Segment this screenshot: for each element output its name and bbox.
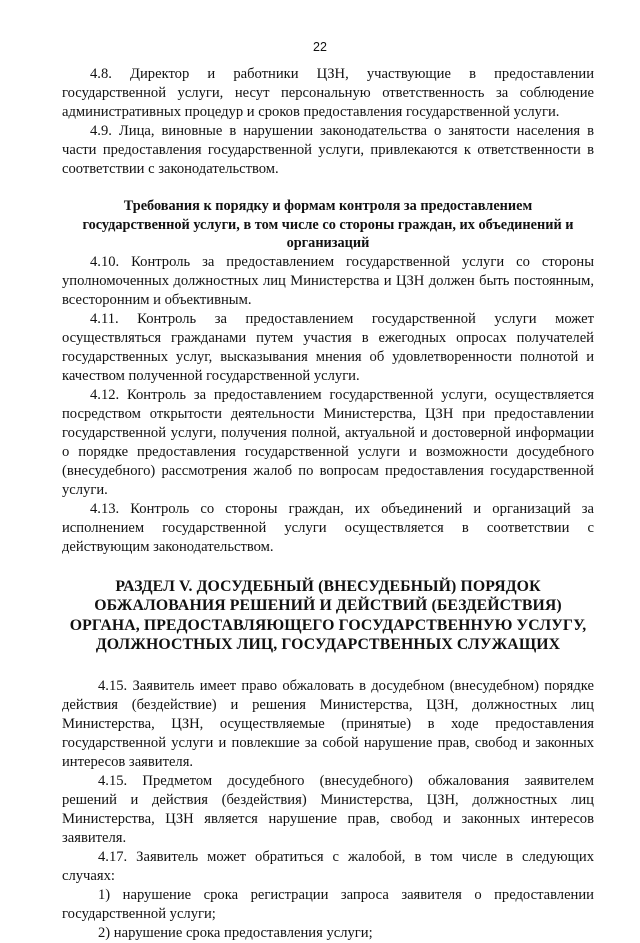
paragraph-4-17: 4.17. Заявитель может обратиться с жалобой, в том числе в следующих случаях: (62, 848, 594, 884)
paragraph-4-15-a: 4.15. Заявитель имеет право обжаловать в досудебном (внесудебном) порядке действия (бездействие) и решения Министерства, ЦЗН, должностных лиц Министерства, ЦЗН, осуществляемые (принятые) в ходе предоставления государственной услуги и повлекшие за собой нарушение прав, свобод и законных интересов заявителя. (62, 677, 594, 770)
paragraph-4-15-b: 4.15. Предметом досудебного (внесудебного) обжалования заявителем решений и действия (бездействия) Министерства, ЦЗН, должностных лиц Министерства, ЦЗН является нарушение прав, свобод и законных интересов заявителя. (62, 772, 594, 846)
document-body (62, 65, 594, 943)
section-5-heading: РАЗДЕЛ V. ДОСУДЕБНЫЙ (ВНЕСУДЕБНЫЙ) ПОРЯДОК ОБЖАЛОВАНИЯ РЕШЕНИЙ И ДЕЙСТВИЙ (БЕЗДЕЙСТВИЯ) ОРГАНА, ПРЕДОСТАВЛЯЮЩЕГО ГОСУДАРСТВЕННУЮ УСЛУГУ, ДОЛЖНОСТНЫХ ЛИЦ, ГОСУДАРСТВЕННЫХ СЛУЖАЩИХ (69, 577, 587, 653)
list-item-1: 1) нарушение срока регистрации запроса заявителя о предоставлении государственной услуги; (62, 886, 594, 922)
paragraph-4-8: 4.8. Директор и работники ЦЗН, участвующие в предоставлении государственной услуги, несут персональную ответственность за соблюдение административных процедур и сроков предоставления государственной услуги. (62, 66, 594, 120)
subheading-control-requirements: Требования к порядку и формам контроля за предоставлением государственной услуги, в том числе со стороны граждан, их объединений и организаций (82, 198, 574, 251)
list-item-2: 2) нарушение срока предоставления услуги; (98, 924, 373, 941)
page-number: 22 (313, 40, 327, 54)
paragraph-4-9: 4.9. Лица, виновные в нарушении законодательства о занятости населения в части предоставления государственной услуги, привлекаются к ответственности в соответствии с законодательством. (62, 123, 594, 177)
paragraph-4-13: 4.13. Контроль со стороны граждан, их объединений и организаций за исполнением государственной услуги осуществляется в соответствии с действующим законодательством. (62, 500, 594, 555)
paragraph-4-11: 4.11. Контроль за предоставлением государственной услуги может осуществляться гражданами путем участия в ежегодных опросах получателей государственных услуг, высказывания мнения об удовлетворенности полнотой и качеством полученной государственной услуги. (62, 310, 594, 384)
paragraph-4-10: 4.10. Контроль за предоставлением государственной услуги со стороны уполномоченных должностных лиц Министерства и ЦЗН должен быть постоянным, всесторонним и объективным. (62, 253, 594, 308)
paragraph-4-12: 4.12. Контроль за предоставлением государственной услуги, осуществляется посредством открытости деятельности Министерства, ЦЗН при предоставлении государственной услуги, получения полной, актуальной и достоверной информации о порядке предоставления государственной услуги и возможности досудебного (внесудебного) рассмотрения жалоб по вопросам предоставления государственной услуги. (62, 386, 594, 498)
